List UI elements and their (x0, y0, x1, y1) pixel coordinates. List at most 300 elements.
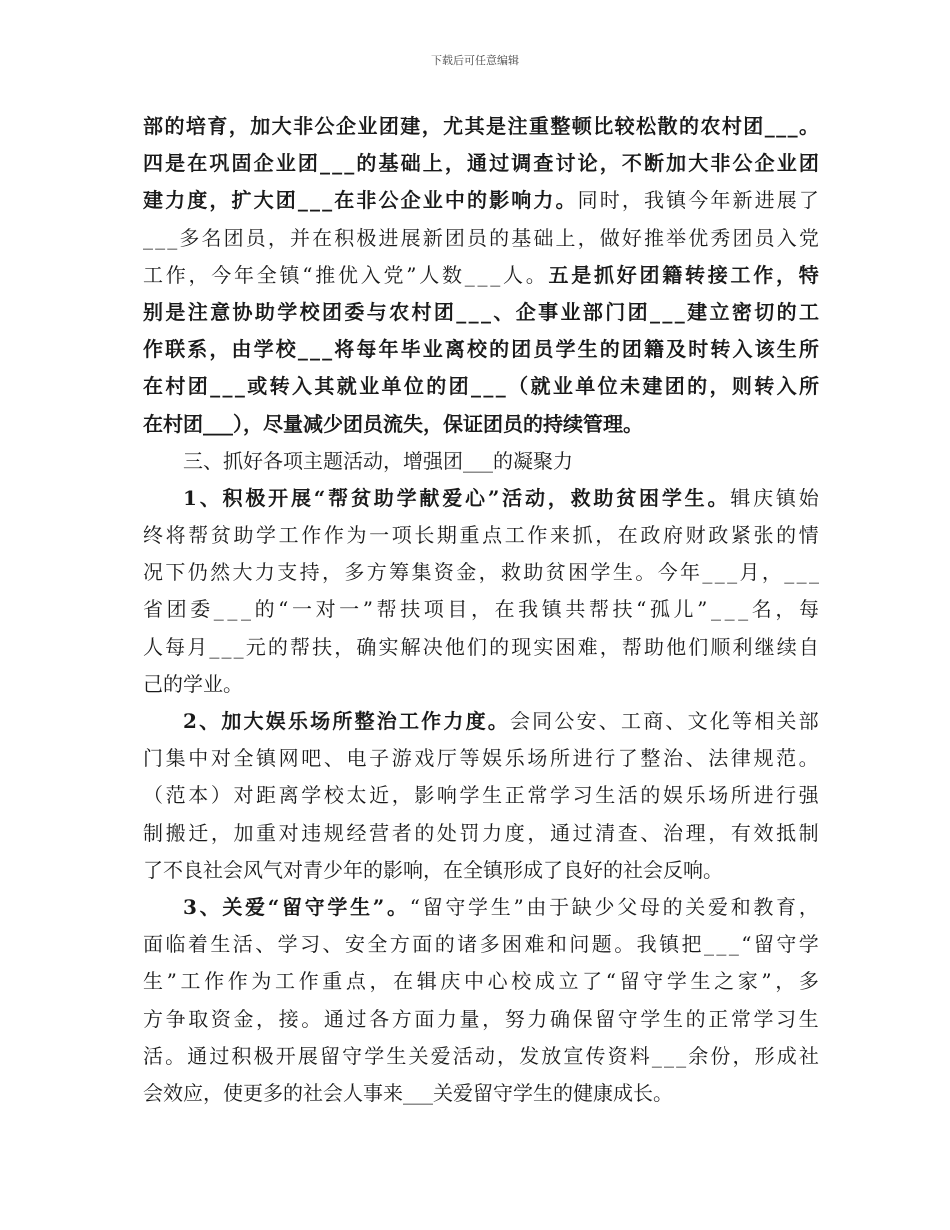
text-char: 救 (501, 560, 521, 585)
text-char: 校 (511, 969, 532, 994)
text-char: ” (166, 969, 177, 994)
text-char: 不 (621, 151, 642, 176)
text-char: 、 (665, 709, 686, 733)
text-char: 。 (525, 262, 546, 287)
text-char: 行 (776, 783, 797, 808)
text-char: 生 (663, 1006, 684, 1031)
text-char: 长 (414, 523, 435, 548)
text-char: 度 (504, 820, 525, 845)
text-char: 松 (636, 114, 657, 138)
text-char: 业 (552, 374, 573, 399)
text-line (143, 889, 819, 926)
text-char: 重 (528, 114, 549, 138)
text-char: 生 (577, 337, 598, 362)
text-char: 爱 (708, 894, 728, 919)
text-char: 网 (278, 746, 299, 771)
text-char: 部 (582, 299, 603, 324)
text-char: 学 (364, 1043, 385, 1068)
text-char: 优 (688, 225, 709, 250)
text-char: 事 (538, 299, 559, 324)
text-char: 了 (582, 969, 603, 994)
text-char: 力 (436, 1006, 457, 1031)
text-char: 抓 (593, 262, 614, 287)
text-char: 扶 (312, 634, 333, 659)
text-char: _ (456, 299, 467, 324)
text-char: 吧 (301, 746, 322, 771)
text-char: 距 (256, 783, 277, 808)
text-char: ” (487, 485, 500, 510)
text-char: 活 (502, 485, 523, 510)
text-char: ， (391, 783, 412, 808)
text-char: 电 (346, 746, 367, 771)
text-char: _ (310, 188, 320, 213)
text-line (143, 257, 819, 294)
text-line (143, 443, 819, 480)
text-segment: 三、抓好各项主题活动，增强团___的凝聚力 (183, 448, 573, 473)
text-char: 就 (336, 374, 357, 399)
text-char: 影 (489, 188, 510, 213)
text-char: 切 (754, 299, 775, 324)
text-char: 籍 (644, 337, 664, 362)
text-char: 生 (350, 894, 371, 919)
text-char: 活 (452, 1043, 473, 1068)
text-char: 数 (441, 262, 462, 287)
text-char: 建 (143, 188, 163, 213)
text-char: 基 (378, 151, 399, 176)
text-char: 心 (487, 969, 508, 994)
text-char: ， (798, 894, 819, 919)
text-char: 他 (444, 634, 465, 659)
text-char: 或 (247, 374, 268, 399)
text-char: 、 (255, 932, 276, 957)
text-char: 大 (253, 188, 274, 213)
text-char: 题 (591, 932, 612, 957)
text-char: _ (155, 225, 166, 250)
text-char: 份 (710, 1043, 731, 1068)
text-char: 立 (558, 969, 579, 994)
text-char: 余 (688, 1043, 709, 1068)
text-char: ， (732, 1043, 753, 1068)
text-char: 解 (400, 634, 421, 659)
text-char: 诸 (457, 932, 478, 957)
text-char: 意 (210, 299, 231, 324)
text-char: _ (650, 299, 660, 324)
text-char: _ (143, 225, 153, 250)
text-char: 农 (700, 114, 721, 138)
text-char: 秀 (710, 225, 731, 250)
text-char: 团 (166, 597, 187, 622)
text-char: 乐 (504, 746, 525, 771)
text-char: 了 (798, 188, 819, 213)
text-char: 强 (798, 783, 819, 808)
text-char: 校 (467, 337, 487, 362)
text-char: 查 (533, 151, 554, 176)
text-char: 临 (165, 932, 186, 957)
text-char: 团 (627, 299, 648, 324)
text-char: _ (221, 634, 232, 659)
text-char: 学 (253, 337, 274, 362)
text-char: 场 (527, 746, 548, 771)
text-char: 重 (256, 820, 277, 845)
text-char: 育 (776, 894, 797, 919)
text-char: 学 (555, 337, 576, 362)
text-char: 进 (753, 783, 774, 808)
text-char: 期 (436, 523, 457, 548)
text-char: 中 (463, 969, 484, 994)
text-char: 抵 (776, 820, 797, 845)
text-char: 年 (710, 188, 731, 213)
text-char: 接 (707, 262, 728, 287)
text-char: ” (362, 597, 373, 622)
text-char: 过 (209, 1043, 230, 1068)
text-char: 资 (607, 1043, 628, 1068)
text-char: _ (495, 374, 506, 399)
text-char: 。 (799, 114, 819, 138)
text-char: 展 (776, 188, 797, 213)
text-char: 对 (233, 783, 254, 808)
text-char: 该 (754, 337, 775, 362)
text-char: 系 (187, 337, 208, 362)
text-char: ， (775, 262, 796, 287)
text-char: 量 (459, 1006, 480, 1031)
text-char: 通 (323, 1006, 344, 1031)
text-char: 学 (327, 894, 348, 919)
text-char: 镇 (775, 485, 796, 510)
text-char: 生 (490, 894, 511, 919)
text-char: 作 (227, 969, 248, 994)
text-char: 学 (640, 1006, 661, 1031)
text-char: 习 (572, 783, 593, 808)
text-char: 工 (274, 969, 295, 994)
text-char: 的 (489, 634, 510, 659)
text-char: 政 (640, 523, 661, 548)
text-char: 加 (250, 114, 271, 138)
text-char: 一 (369, 523, 390, 548)
text-char: 开 (275, 1043, 296, 1068)
text-char: 积 (334, 225, 355, 250)
text-char: 的 (254, 597, 275, 622)
text-char: 五 (548, 262, 569, 287)
text-char: 留 (281, 894, 302, 919)
text-char: 度 (465, 709, 486, 733)
text-char: 困 (568, 560, 589, 585)
text-char: 就 (530, 374, 551, 399)
text-char: 所 (798, 337, 819, 362)
text-char: 等 (732, 709, 752, 733)
text-char: 正 (504, 783, 525, 808)
text-char: 学 (590, 560, 611, 585)
text-char: 、 (199, 894, 220, 919)
text-char: 。 (614, 932, 635, 957)
text-char: 戏 (414, 746, 435, 771)
text-char: 努 (504, 1006, 525, 1031)
text-char: 好 (621, 225, 642, 250)
text-char: 特 (798, 262, 819, 287)
text-char: 相 (754, 709, 775, 733)
text-char: 今 (688, 188, 709, 213)
text-char: 来 (549, 523, 570, 548)
text-char: _ (764, 114, 775, 138)
text-char: 、 (685, 746, 706, 771)
text-char: 、 (598, 709, 619, 733)
text-char: 金 (456, 560, 477, 585)
text-char: 行 (595, 746, 616, 771)
text-char: 帮 (290, 634, 310, 659)
text-char: 查 (617, 820, 638, 845)
text-char: 、 (640, 820, 661, 845)
text-char: 少 (594, 894, 615, 919)
text-char: 乐 (685, 783, 706, 808)
text-char: _ (703, 932, 714, 957)
text-char: 团 (743, 114, 764, 138)
text-char: 单 (381, 374, 402, 399)
text-char: 业 (776, 151, 797, 176)
text-char: 进 (754, 188, 775, 213)
text-char: ， (709, 374, 730, 399)
text-char: 基 (511, 225, 532, 250)
text-char: _ (213, 597, 224, 622)
text-char: ， (210, 820, 231, 845)
text-char: 救 (570, 485, 591, 510)
text-char: 的 (489, 225, 510, 250)
text-char: 政 (708, 523, 729, 548)
text-char: 会 (509, 709, 530, 733)
text-char: 加 (233, 820, 254, 845)
text-line (143, 480, 819, 517)
text-char: 在 (393, 969, 414, 994)
text-char: 作 (323, 523, 344, 548)
text-line (143, 629, 819, 666)
text-char: 确 (356, 634, 377, 659)
text-char: 巩 (209, 151, 230, 176)
text-char: 离 (444, 337, 465, 362)
text-char: _ (483, 374, 494, 399)
text-char: 学 (798, 932, 819, 957)
text-line (143, 517, 819, 554)
text-char: 工 (143, 262, 163, 287)
text-char: 门 (143, 746, 163, 771)
text-char: 及 (666, 337, 687, 362)
text-char: 者 (391, 820, 412, 845)
text-char: 作 (527, 523, 548, 548)
text-char: 入 (776, 225, 797, 250)
text-char: 娱 (265, 709, 286, 733)
text-char: _ (297, 188, 308, 213)
text-char: 助 (233, 523, 254, 548)
text-char: ， (599, 634, 620, 659)
text-char: 的 (776, 523, 797, 548)
text-char: 方 (143, 1006, 163, 1031)
text-char: 财 (685, 523, 706, 548)
text-char: _ (209, 634, 220, 659)
text-char: 力 (533, 188, 554, 213)
text-char: _ (344, 151, 355, 176)
text-char: _ (233, 634, 244, 659)
text-char: 守 (643, 969, 664, 994)
text-char: 员 (533, 337, 554, 362)
text-char: 律 (730, 746, 751, 771)
text-char: 通 (467, 151, 487, 176)
text-char: 接 (278, 1006, 299, 1031)
text-char: 断 (644, 151, 664, 176)
text-char: 在 (187, 151, 208, 176)
text-char: 入 (360, 262, 381, 287)
text-char: 门 (605, 299, 626, 324)
text-char: _ (310, 337, 320, 362)
text-char: _ (322, 188, 333, 213)
text-char: 贫 (545, 560, 566, 585)
text-char: 问 (569, 932, 590, 957)
text-char: 留 (320, 1043, 340, 1068)
text-char: 较 (614, 114, 635, 138)
text-char: 有 (730, 820, 751, 845)
text-char: 团 (444, 225, 465, 250)
text-char: 团 (664, 374, 685, 399)
text-char: 其 (464, 114, 485, 138)
text-char: 作 (298, 969, 319, 994)
text-char: ， (470, 597, 491, 622)
text-char: 所 (549, 746, 570, 771)
text-char: 把 (681, 932, 702, 957)
text-char: 影 (414, 783, 435, 808)
text-char: 上 (422, 151, 443, 176)
text-char: 论 (577, 151, 598, 176)
text-char: 团 (187, 374, 208, 399)
text-char: 注 (507, 114, 528, 138)
text-char: 团 (275, 188, 296, 213)
text-char: 资 (433, 560, 454, 585)
text-char: 上 (555, 225, 576, 250)
text-char: 下 (165, 560, 186, 585)
text-char: 始 (798, 485, 819, 510)
text-char: 团 (378, 114, 399, 138)
text-char: 年 (680, 560, 700, 585)
text-char: 企 (335, 114, 356, 138)
text-char: 团 (639, 262, 660, 287)
text-segment: 己的学业。 (143, 671, 243, 696)
text-char: 镇 (659, 932, 680, 957)
text-char: 团 (798, 151, 819, 176)
text-char: 终 (143, 523, 163, 548)
text-char: 学 (666, 969, 687, 994)
text-char: 团 (621, 337, 642, 362)
text-char: 、 (199, 709, 220, 733)
text-char: _ (702, 560, 713, 585)
text-line (143, 926, 819, 963)
text-char: ， (708, 820, 729, 845)
text-char: 转 (754, 374, 775, 399)
text-line (143, 220, 819, 257)
text-char: 新 (732, 188, 753, 213)
text-char: 时 (599, 188, 620, 213)
text-line (143, 740, 819, 777)
text-char: 力 (165, 188, 186, 213)
text-line (143, 331, 819, 368)
text-char: _ (784, 560, 795, 585)
text-char: 村 (165, 374, 186, 399)
text-char: 力 (482, 820, 503, 845)
text-char: 贫 (350, 485, 371, 510)
text-char: ” (697, 597, 708, 622)
text-char: 。 (798, 746, 819, 771)
text-char: 处 (436, 820, 457, 845)
text-char: 扶 (612, 597, 633, 622)
text-char: 四 (143, 151, 163, 176)
text-char: 生 (684, 485, 705, 510)
text-line (143, 1038, 819, 1075)
text-char: 的 (678, 114, 699, 138)
text-char: 面 (143, 932, 163, 957)
text-char: 贫 (616, 485, 637, 510)
text-char: 村 (721, 114, 742, 138)
text-char: 守 (445, 894, 466, 919)
text-char: “ (741, 932, 752, 957)
text-char: 每 (356, 337, 377, 362)
text-char: 过 (489, 151, 510, 176)
text-char: 安 (576, 709, 597, 733)
text-char: 企 (400, 188, 421, 213)
text-char: 困 (639, 485, 660, 510)
text-char: ” (761, 969, 772, 994)
text-char: 公 (378, 188, 399, 213)
text-char: 活 (143, 1043, 163, 1068)
text-char: 多 (479, 932, 500, 957)
text-char: 转 (710, 337, 731, 362)
text-char: ， (209, 337, 230, 362)
text-char: _ (724, 597, 735, 622)
text-char: 料 (629, 1043, 650, 1068)
text-char: 治 (663, 746, 684, 771)
text-char: 1 (183, 485, 197, 510)
text-char: 庆 (440, 969, 461, 994)
text-char: 党 (798, 225, 819, 250)
text-char: 们 (467, 634, 487, 659)
text-char: 工 (278, 523, 299, 548)
text-char: ， (527, 820, 548, 845)
text-char: 业 (560, 299, 581, 324)
text-char: 积 (231, 1043, 252, 1068)
text-char: 缺 (571, 894, 592, 919)
text-char: 。 (165, 1043, 186, 1068)
text-char: 法 (708, 746, 729, 771)
text-char: 生 (210, 932, 231, 957)
text-char: 过 (572, 820, 593, 845)
text-char: _ (210, 374, 221, 399)
text-char: ， (444, 151, 465, 176)
text-char: ， (497, 1043, 517, 1068)
text-char: 作 (753, 262, 774, 287)
text-char: 加 (221, 709, 242, 733)
text-char: 生 (798, 1006, 819, 1031)
text-char: 镇 (256, 746, 277, 771)
text-char: 在 (617, 523, 638, 548)
text-char: 紧 (730, 523, 751, 548)
text-char: _ (477, 262, 488, 287)
text-char: 通 (549, 820, 570, 845)
text-char: 家 (737, 969, 758, 994)
text-char: 镇 (279, 262, 300, 287)
text-char: 守 (617, 1006, 638, 1031)
text-char: 团 (732, 225, 753, 250)
text-line (143, 368, 819, 405)
text-char: _ (662, 299, 673, 324)
text-char: 作 (301, 523, 322, 548)
text-char: _ (776, 114, 787, 138)
text-char: 的 (599, 337, 620, 362)
text-char: 场 (708, 783, 729, 808)
text-char: _ (322, 337, 333, 362)
text-line (143, 815, 819, 852)
